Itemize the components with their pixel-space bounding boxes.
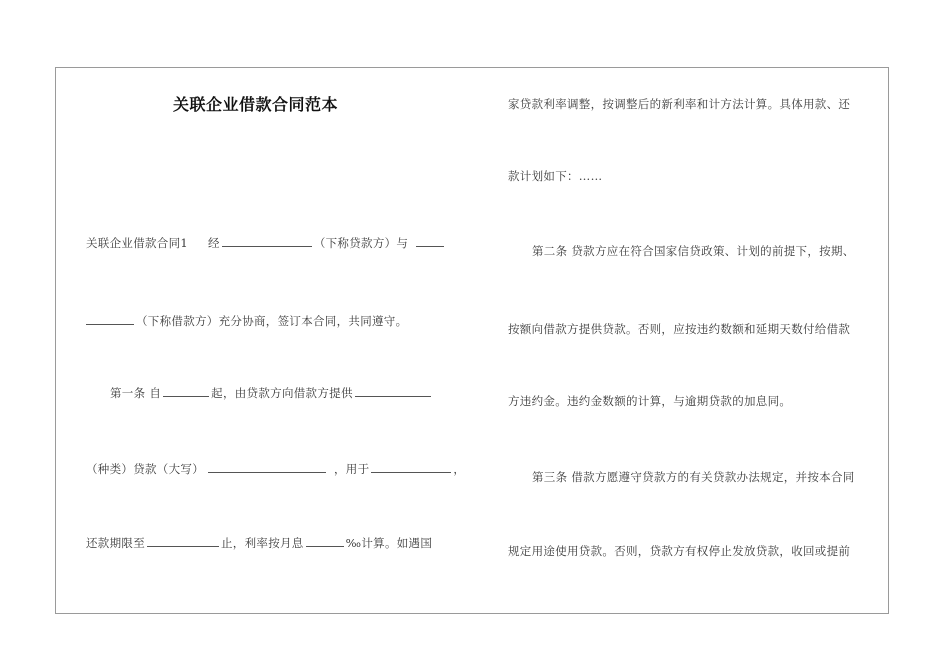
- interest-rate-blank: [306, 535, 344, 547]
- right-line-4: 按额向借款方提供贷款。否则，应按违约数额和延期天数付给借款: [508, 322, 851, 336]
- loan-purpose-blank: [371, 461, 451, 473]
- right-line-1: 家贷款利率调整，按调整后的新利率和计方法计算。具体用款、还: [508, 97, 851, 111]
- left-line-3: [110, 385, 433, 401]
- comma-text: ，: [453, 462, 466, 476]
- left-line-2: [86, 313, 407, 329]
- article-one-prefix: 第一条 自: [110, 386, 162, 400]
- left-line-1: [86, 235, 446, 251]
- borrower-name-blank-end: [86, 313, 134, 325]
- lender-label: （下称贷款方）与: [313, 236, 409, 250]
- right-line-2: 款计划如下：……: [508, 169, 603, 183]
- right-line-3: 第二条 贷款方应在符合国家信贷政策、计划的前提下，按期、: [532, 244, 855, 258]
- interest-rate-label: 止，利率按月息: [221, 536, 304, 550]
- document-title: 关联企业借款合同范本: [173, 95, 339, 114]
- right-line-6: 第三条 借款方愿遵守贷款方的有关贷款办法规定，并按本合同: [532, 470, 855, 484]
- loan-purpose-label: ，用于: [334, 462, 370, 476]
- article-one-text: 起，由贷款方向借款方提供: [211, 386, 353, 400]
- left-line-4: [86, 461, 465, 477]
- repayment-date-blank: [147, 535, 219, 547]
- start-date-blank: [163, 385, 209, 397]
- contract-heading: 关联企业借款合同1: [86, 236, 189, 250]
- lender-prefix: 经: [208, 236, 220, 250]
- borrower-name-blank-start: [416, 235, 444, 247]
- repayment-label: 还款期限至: [86, 536, 145, 550]
- interest-rate-suffix: ‰计算。如遇国: [345, 536, 433, 550]
- right-line-5: 方违约金。违约金数额的计算，与逾期贷款的加息同。: [508, 394, 792, 408]
- loan-type-blank: [355, 385, 431, 397]
- loan-amount-label: （种类）贷款（大写）: [86, 462, 204, 476]
- document-page-frame: [55, 67, 889, 614]
- loan-amount-blank: [208, 461, 326, 473]
- right-line-7: 规定用途使用贷款。否则，贷款方有权停止发放贷款，收回或提前: [508, 544, 851, 558]
- left-line-5: [86, 535, 432, 551]
- borrower-agreement-text: （下称借款方）充分协商，签订本合同，共同遵守。: [136, 314, 408, 328]
- lender-name-blank: [222, 235, 312, 247]
